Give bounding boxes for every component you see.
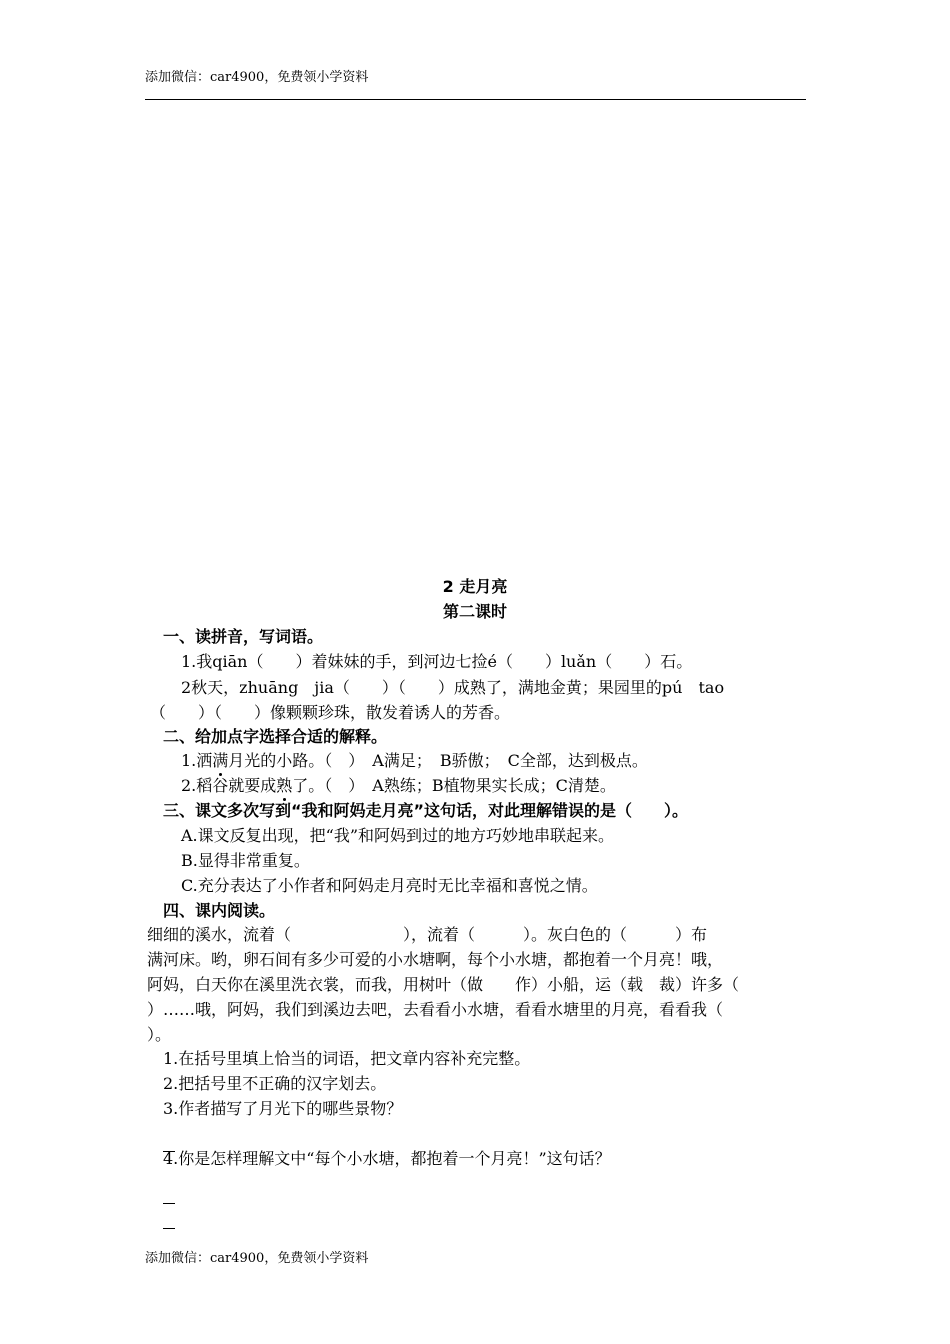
lesson-subtitle: 第二课时 (442, 602, 507, 621)
s2-question-1: 1.洒满月光的小路。（ ） A满足； B骄傲； C全部，达到极点。 (181, 748, 648, 771)
dotted-char: 熟 (276, 773, 292, 796)
header-rule (145, 99, 806, 100)
s3-option-a: A.课文反复出现，把“我”和阿妈到过的地方巧妙地串联起来。 (181, 826, 615, 845)
s4-question-2: 2.把括号里不正确的汉字划去。 (163, 1074, 387, 1093)
section-2-heading: 二、给加点字选择合适的解释。 (163, 727, 388, 746)
s3-option-b: B.显得非常重复。 (181, 851, 310, 870)
passage-line-2: 满河床。哟，卵石间有多少可爱的小水塘啊，每个小水塘，都抱着一个月亮！哦， (147, 950, 724, 969)
section-4-heading: 四、课内阅读。 (163, 901, 276, 920)
section-3-heading: 三、课文多次写到“我和阿妈走月亮”这句话，对此理解错误的是（ ）。 (163, 801, 689, 820)
page-footer: 添加微信：car4900，免费领小学资料 (145, 1251, 369, 1266)
passage-line-4: ）……哦，阿妈，我们到溪边去吧，去看看小水塘，看看水塘里的月亮，看看我（ (147, 1000, 724, 1019)
lesson-title: 2 走月亮 (442, 577, 508, 596)
s1-question-2a: 2秋天，zhuāng jia（ ）（ ）成熟了，满地金黄；果园里的pú tao (181, 678, 725, 697)
passage-line-3: 阿妈，白天你在溪里洗衣裳，而我，用树叶（做 作）小船，运（载 裁）许多（ (147, 975, 740, 994)
s2-question-2: 2.稻谷就要成熟了。（ ） A熟练；B植物果实长成；C清楚。 (181, 773, 616, 796)
s1-question-1: 1.我qiān（ ）着妹妹的手，到河边七捡é（ ）luǎn（ ）石。 (181, 652, 693, 671)
page-header: 添加微信：car4900，免费领小学资料 (145, 70, 369, 85)
answer-line (163, 1214, 175, 1233)
s4-question-4: 4.你是怎样理解文中“每个小水塘，都抱着一个月亮！”这句话？ (163, 1149, 611, 1168)
dotted-char: 满 (212, 748, 228, 771)
passage-line-1: 细细的溪水，流着（ ），流着（ ）。灰白色的（ ）布 (147, 925, 708, 944)
section-1-heading: 一、读拼音，写词语。 (163, 627, 324, 646)
s1-question-2b: （ ）（ ）像颗颗珍珠，散发着诱人的芳香。 (150, 703, 511, 722)
s3-option-c: C.充分表达了小作者和阿妈走月亮时无比幸福和喜悦之情。 (181, 876, 598, 895)
passage-line-5: ）。 (147, 1025, 172, 1044)
s4-question-1: 1.在括号里填上恰当的词语，把文章内容补充完整。 (163, 1049, 531, 1068)
s4-question-3: 3.作者描写了月光下的哪些景物？ (163, 1099, 403, 1118)
answer-line (163, 1189, 175, 1208)
